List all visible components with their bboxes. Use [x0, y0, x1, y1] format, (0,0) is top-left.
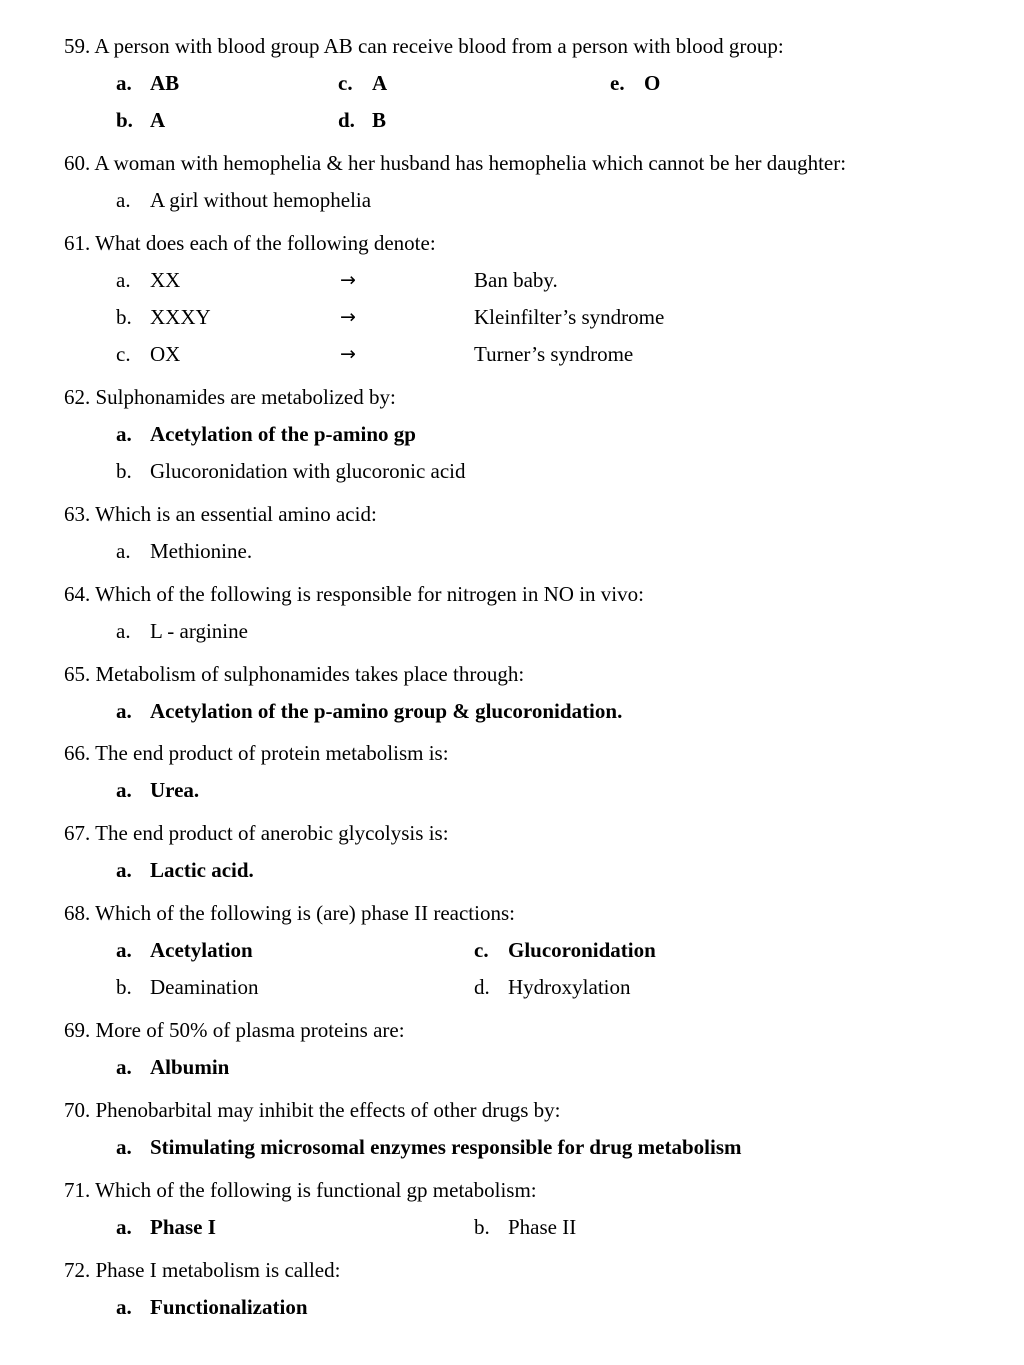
question-68: 68. Which of the following is (are) phase II reactions:: [64, 901, 515, 925]
option-62-a: a. Acetylation of the p-amino gp: [116, 422, 416, 446]
option-60-a: a. A girl without hemophelia: [116, 188, 372, 212]
option-66-a: a. Urea.: [116, 778, 200, 802]
option-61-a: a. XX: [116, 268, 181, 292]
option-61-b: b. XXXY: [116, 305, 211, 329]
option-62-b: b. Glucoronidation with glucoronic acid: [116, 459, 466, 483]
option-68-c: c. Glucoronidation: [474, 938, 656, 962]
question-70: 70. Phenobarbital may inhibit the effects of other drugs by:: [64, 1098, 561, 1122]
option-59-d: d. B: [338, 108, 387, 132]
question-64: 64. Which of the following is responsible for nitrogen in NO in vivo:: [64, 582, 644, 606]
option-68-a: a. Acetylation: [116, 938, 253, 962]
option-71-b: b. Phase II: [474, 1215, 577, 1239]
question-60: 60. A woman with hemophelia & her husband has hemophelia which cannot be her daughter:: [64, 151, 847, 175]
option-67-a: a. Lactic acid.: [116, 858, 254, 882]
option-59-a: a. AB: [116, 71, 180, 95]
question-69: 69. More of 50% of plasma proteins are:: [64, 1018, 405, 1042]
question-65: 65. Metabolism of sulphonamides takes place through:: [64, 662, 525, 686]
option-69-a: a. Albumin: [116, 1055, 230, 1079]
option-59-b: b. A: [116, 108, 166, 132]
arrow-right-icon: →: [340, 269, 356, 291]
meaning-61-a: Ban baby.: [474, 268, 558, 292]
question-72: 72. Phase I metabolism is called:: [64, 1258, 341, 1282]
question-61: 61. What does each of the following denote:: [64, 231, 436, 255]
question-59: 59. A person with blood group AB can receive blood from a person with blood group:: [64, 34, 784, 58]
option-72-a: a. Functionalization: [116, 1295, 308, 1319]
question-66: 66. The end product of protein metabolism is:: [64, 741, 449, 765]
arrow-right-icon: →: [340, 306, 356, 328]
meaning-61-b: Kleinfilter’s syndrome: [474, 305, 665, 329]
option-61-c: c. OX: [116, 342, 181, 366]
meaning-61-c: Turner’s syndrome: [474, 342, 634, 366]
option-68-d: d. Hydroxylation: [474, 975, 631, 999]
question-67: 67. The end product of anerobic glycolysis is:: [64, 821, 449, 845]
option-71-a: a. Phase I: [116, 1215, 216, 1239]
option-70-a: a. Stimulating microsomal enzymes responsible for drug metabolism: [116, 1135, 742, 1159]
question-62: 62. Sulphonamides are metabolized by:: [64, 385, 396, 409]
option-68-b: b. Deamination: [116, 975, 259, 999]
option-65-a: a. Acetylation of the p-amino group & glucoronidation.: [116, 699, 623, 723]
arrow-right-icon: →: [340, 343, 356, 365]
option-59-e: e. O: [610, 71, 661, 95]
question-71: 71. Which of the following is functional gp metabolism:: [64, 1178, 537, 1202]
option-63-a: a. Methionine.: [116, 539, 253, 563]
question-63: 63. Which is an essential amino acid:: [64, 502, 377, 526]
option-64-a: a. L - arginine: [116, 619, 248, 643]
option-59-c: c. A: [338, 71, 388, 95]
